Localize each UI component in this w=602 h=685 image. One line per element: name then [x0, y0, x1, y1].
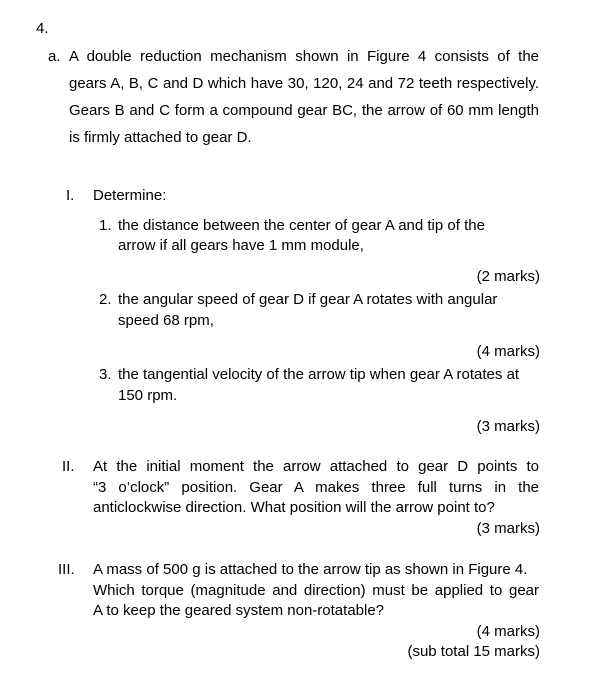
part-a-line-1: A double reduction mechanism shown in Figure 4 consists of the	[69, 48, 539, 65]
item-3-line-2: 150 rpm.	[118, 387, 178, 404]
item-3-line-1: the tangential velocity of the arrow tip when gear A rotates at	[118, 366, 520, 383]
item-2-line-2: speed 68 rpm,	[118, 312, 214, 329]
part-a-label: a.	[48, 48, 61, 65]
section-ii-line-2: “3 o’clock” position. Gear A makes three full turns in the	[93, 479, 539, 496]
section-iii-line-1: A mass of 500 g is attached to the arrow tip as shown in Figure 4.	[93, 561, 528, 578]
section-ii-line-1: At the initial moment the arrow attached to gear D points to	[93, 458, 539, 475]
section-i-numeral: I.	[66, 187, 75, 204]
question-number: 4.	[36, 20, 49, 37]
item-1-number: 1.	[99, 217, 112, 234]
part-a-line-2: gears A, B, C and D which have 30, 120, 24 and 72 teeth respectively.	[69, 75, 539, 92]
section-ii-numeral: II.	[62, 458, 75, 475]
section-i-heading: Determine:	[93, 187, 167, 204]
item-2-number: 2.	[99, 291, 112, 308]
section-iii-marks: (4 marks)	[476, 623, 540, 640]
item-1-line-2: arrow if all gears have 1 mm module,	[118, 237, 364, 254]
section-ii-line-3: anticlockwise direction. What position will the arrow point to?	[93, 499, 495, 516]
section-iii-line-2: Which torque (magnitude and direction) must be applied to gear	[93, 582, 539, 599]
part-a-line-3: Gears B and C form a compound gear BC, the arrow of 60 mm length	[69, 102, 539, 119]
subtotal-marks: (sub total 15 marks)	[407, 643, 540, 660]
part-a-line-4: is firmly attached to gear D.	[69, 129, 252, 146]
section-iii-numeral: III.	[58, 561, 75, 578]
item-1-line-1: the distance between the center of gear A and tip of the	[118, 217, 485, 234]
section-iii-line-3: A to keep the geared system non-rotatable?	[93, 602, 385, 619]
item-2-line-1: the angular speed of gear D if gear A rotates with angular	[118, 291, 498, 308]
item-3-marks: (3 marks)	[476, 418, 540, 435]
section-ii-marks: (3 marks)	[476, 520, 540, 537]
item-3-number: 3.	[99, 366, 112, 383]
item-1-marks: (2 marks)	[476, 268, 540, 285]
item-2-marks: (4 marks)	[476, 343, 540, 360]
